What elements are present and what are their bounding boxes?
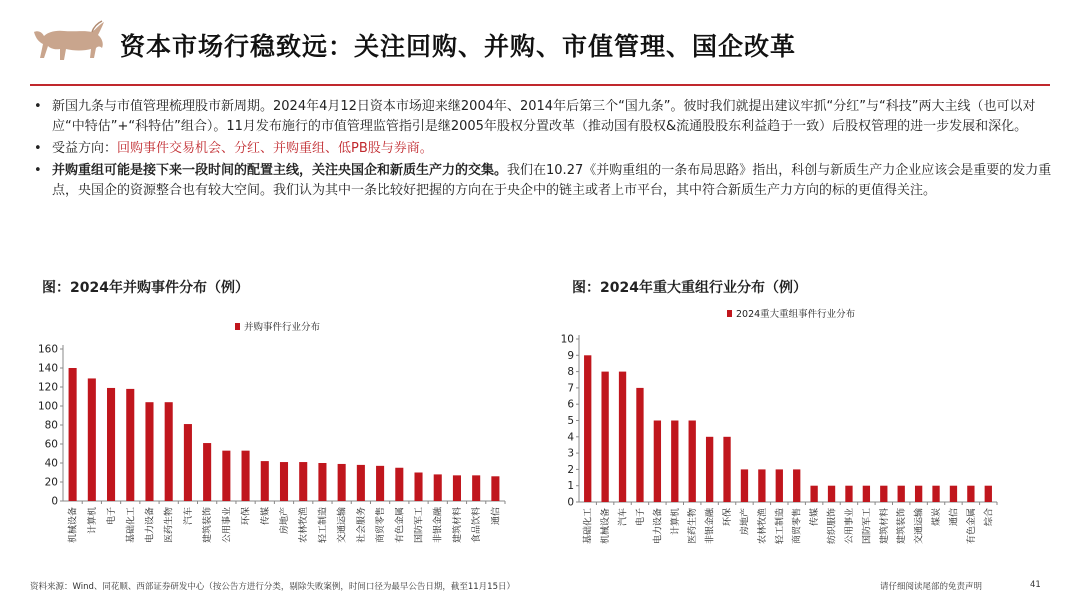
- x-category-label: 有色金属: [395, 507, 406, 544]
- x-category-label: 交通运输: [914, 508, 925, 545]
- x-category-label: 医药生物: [688, 508, 699, 545]
- bar: [985, 486, 992, 502]
- bar: [395, 468, 403, 501]
- bar: [706, 437, 713, 502]
- bar: [967, 486, 974, 502]
- footer-source: 资料来源：Wind、同花顺、西部证券研发中心（按公告方进行分类，剔除失败案例，时间口径为最早公告日期，截至11月15日）: [30, 582, 515, 592]
- bar: [453, 475, 461, 501]
- x-category-label: 房地产: [280, 507, 290, 535]
- title-divider: [30, 84, 1050, 86]
- bar: [898, 486, 905, 502]
- y-tick-label: 100: [37, 400, 58, 413]
- y-tick-label: 6: [567, 398, 574, 411]
- x-category-label: 计算机: [670, 508, 681, 536]
- page-title: 资本市场行稳致远：关注回购、并购、市值管理、国企改革: [120, 32, 797, 61]
- slide-header: [0, 0, 1080, 90]
- bullet-text: 新国九条与市值管理梳理股市新周期。2024年4月12日资本市场迎来继2004年、2014年后第三个“国九条”。彼时我们就提出建议牢抓“分红”与“科技”两大主线（也可以对应“中特估”+“科特估”组合）。11月发布施行的市值管理监管指引是继2005年股权分置改革（推动国有股权&流通股股东利益趋于一致）后股权管理的进一步发展和深化。: [52, 99, 1036, 134]
- y-tick-label: 4: [567, 431, 574, 444]
- y-tick-label: 120: [37, 381, 58, 394]
- x-category-label: 农林牧渔: [299, 507, 310, 544]
- bar: [165, 402, 173, 501]
- x-category-label: 房地产: [740, 508, 751, 536]
- bar: [601, 372, 608, 502]
- bar: [242, 451, 250, 501]
- x-category-label: 计算机: [87, 507, 98, 535]
- x-category-label: 基础化工: [126, 507, 137, 544]
- x-category-label: 传媒: [260, 507, 271, 526]
- bar: [88, 378, 96, 501]
- x-category-label: 电力设备: [145, 507, 156, 544]
- x-category-label: 通信: [491, 507, 502, 526]
- bar: [472, 475, 480, 501]
- bar: [671, 421, 678, 503]
- bar: [280, 462, 288, 501]
- bar: [222, 451, 230, 501]
- x-category-label: 电子: [635, 508, 646, 527]
- bar: [723, 437, 730, 502]
- bar: [338, 464, 346, 501]
- y-tick-label: 2: [567, 463, 574, 476]
- x-category-label: 建筑装饰: [897, 508, 908, 545]
- bull-icon: [30, 18, 110, 64]
- x-category-label: 纺织服饰: [827, 508, 838, 545]
- x-category-label: 医药生物: [164, 507, 175, 544]
- y-tick-label: 7: [567, 382, 574, 395]
- x-category-label: 环保: [241, 507, 252, 526]
- x-category-label: 商贸零售: [792, 508, 803, 545]
- bar: [318, 463, 326, 501]
- x-category-label: 有色金属: [966, 508, 977, 545]
- x-category-label: 基础化工: [583, 508, 594, 545]
- y-tick-label: 20: [44, 476, 58, 489]
- bullet-item: [30, 97, 1060, 137]
- bar: [261, 461, 269, 501]
- bar: [915, 486, 922, 502]
- bar: [741, 469, 748, 502]
- bar: [107, 388, 115, 501]
- y-tick-label: 5: [567, 415, 574, 427]
- bar: [376, 466, 384, 501]
- x-category-label: 煤炭: [932, 508, 943, 527]
- x-category-label: 建筑材料: [879, 508, 890, 545]
- x-category-label: 汽车: [183, 507, 194, 526]
- bar: [950, 486, 957, 502]
- chart1-title: 图：2024年并购事件分布（例）: [42, 280, 249, 296]
- x-category-label: 综合: [984, 508, 995, 527]
- bar: [932, 486, 939, 502]
- legend-swatch: [727, 310, 732, 317]
- x-category-label: 轻工制造: [775, 508, 786, 545]
- bar: [491, 476, 499, 501]
- bullet-text: 我们在10.27《并购重组的一条布局思路》指出，科创与新质生产力企业应该会是重要的发力重点，央国企的资源整合也有较大空间。我们认为其中一条比较好把握的方向在于央企中的链主或者上市平台，其中符合新质生产力方向的标的更值得关注。: [52, 163, 1052, 198]
- bullet-text: 受益方向：: [52, 141, 118, 156]
- bar: [126, 389, 134, 501]
- x-category-label: 轻工制造: [318, 507, 329, 544]
- x-category-label: 机械设备: [68, 507, 79, 544]
- x-category-label: 非银金融: [433, 507, 444, 544]
- y-tick-label: 3: [567, 447, 574, 460]
- y-tick-label: 40: [44, 457, 58, 470]
- bar: [810, 486, 817, 502]
- y-tick-label: 60: [44, 438, 58, 451]
- y-tick-label: 140: [37, 362, 58, 375]
- bullet-item: [30, 161, 1060, 201]
- x-category-label: 食品饮料: [472, 507, 483, 544]
- y-tick-label: 0: [51, 495, 58, 508]
- footer-disclaimer: 请仔细阅读尾部的免责声明: [880, 582, 983, 592]
- bar: [880, 486, 887, 502]
- bar: [357, 465, 365, 501]
- x-category-label: 电子: [107, 507, 118, 526]
- bullet-list: [30, 97, 1060, 203]
- bar: [203, 443, 211, 501]
- bullet-text: 回购事件交易机会、分红、并购重组、低PB股与券商。: [117, 141, 433, 156]
- x-category-label: 国防军工: [414, 507, 425, 544]
- bar: [584, 355, 591, 502]
- y-tick-label: 1: [567, 480, 574, 493]
- x-category-label: 公用事业: [222, 507, 233, 544]
- y-tick-label: 8: [567, 366, 574, 379]
- bar: [863, 486, 870, 502]
- bullet-item: [30, 139, 1060, 159]
- bar: [619, 372, 626, 502]
- bar: [793, 469, 800, 502]
- x-category-label: 国防军工: [862, 508, 873, 545]
- legend-label: 并购事件行业分布: [244, 322, 321, 333]
- chart2-restructuring-bar-chart: [555, 302, 1015, 577]
- x-category-label: 机械设备: [601, 508, 612, 545]
- x-category-label: 汽车: [618, 508, 629, 527]
- x-category-label: 社会服务: [356, 507, 367, 544]
- x-category-label: 公用事业: [844, 508, 855, 545]
- y-tick-label: 9: [567, 349, 574, 362]
- y-tick-label: 160: [37, 343, 58, 356]
- bar: [434, 474, 442, 501]
- bar: [776, 469, 783, 502]
- y-tick-label: 0: [567, 496, 574, 509]
- bar: [758, 469, 765, 502]
- x-category-label: 商贸零售: [376, 507, 387, 544]
- x-category-label: 建筑装饰: [203, 507, 214, 544]
- bar: [299, 462, 307, 501]
- bar: [414, 473, 422, 502]
- x-category-label: 环保: [723, 508, 734, 527]
- bar: [689, 421, 696, 503]
- x-category-label: 交通运输: [337, 507, 348, 544]
- x-category-label: 通信: [949, 508, 960, 527]
- x-category-label: 传媒: [810, 508, 821, 527]
- y-tick-label: 10: [560, 333, 574, 346]
- bar: [69, 368, 77, 501]
- page-number: 41: [1030, 580, 1041, 590]
- bar: [636, 388, 643, 502]
- bar: [845, 486, 852, 502]
- x-category-label: 非银金融: [705, 508, 716, 545]
- x-category-label: 建筑材料: [452, 507, 463, 544]
- bar: [828, 486, 835, 502]
- x-category-label: 农林牧渔: [757, 508, 768, 545]
- bar: [184, 424, 192, 501]
- y-tick-label: 80: [44, 419, 58, 432]
- legend-label: 2024重大重组事件行业分布: [736, 309, 856, 320]
- bar: [145, 402, 153, 501]
- bar: [654, 421, 661, 503]
- bullet-text: 并购重组可能是接下来一段时间的配置主线，关注央国企和新质生产力的交集。: [52, 163, 508, 178]
- chart2-title: 图：2024年重大重组行业分布（例）: [572, 280, 807, 296]
- x-category-label: 电力设备: [653, 508, 664, 545]
- legend-swatch: [235, 323, 240, 330]
- chart1-mergers-bar-chart: [25, 315, 525, 577]
